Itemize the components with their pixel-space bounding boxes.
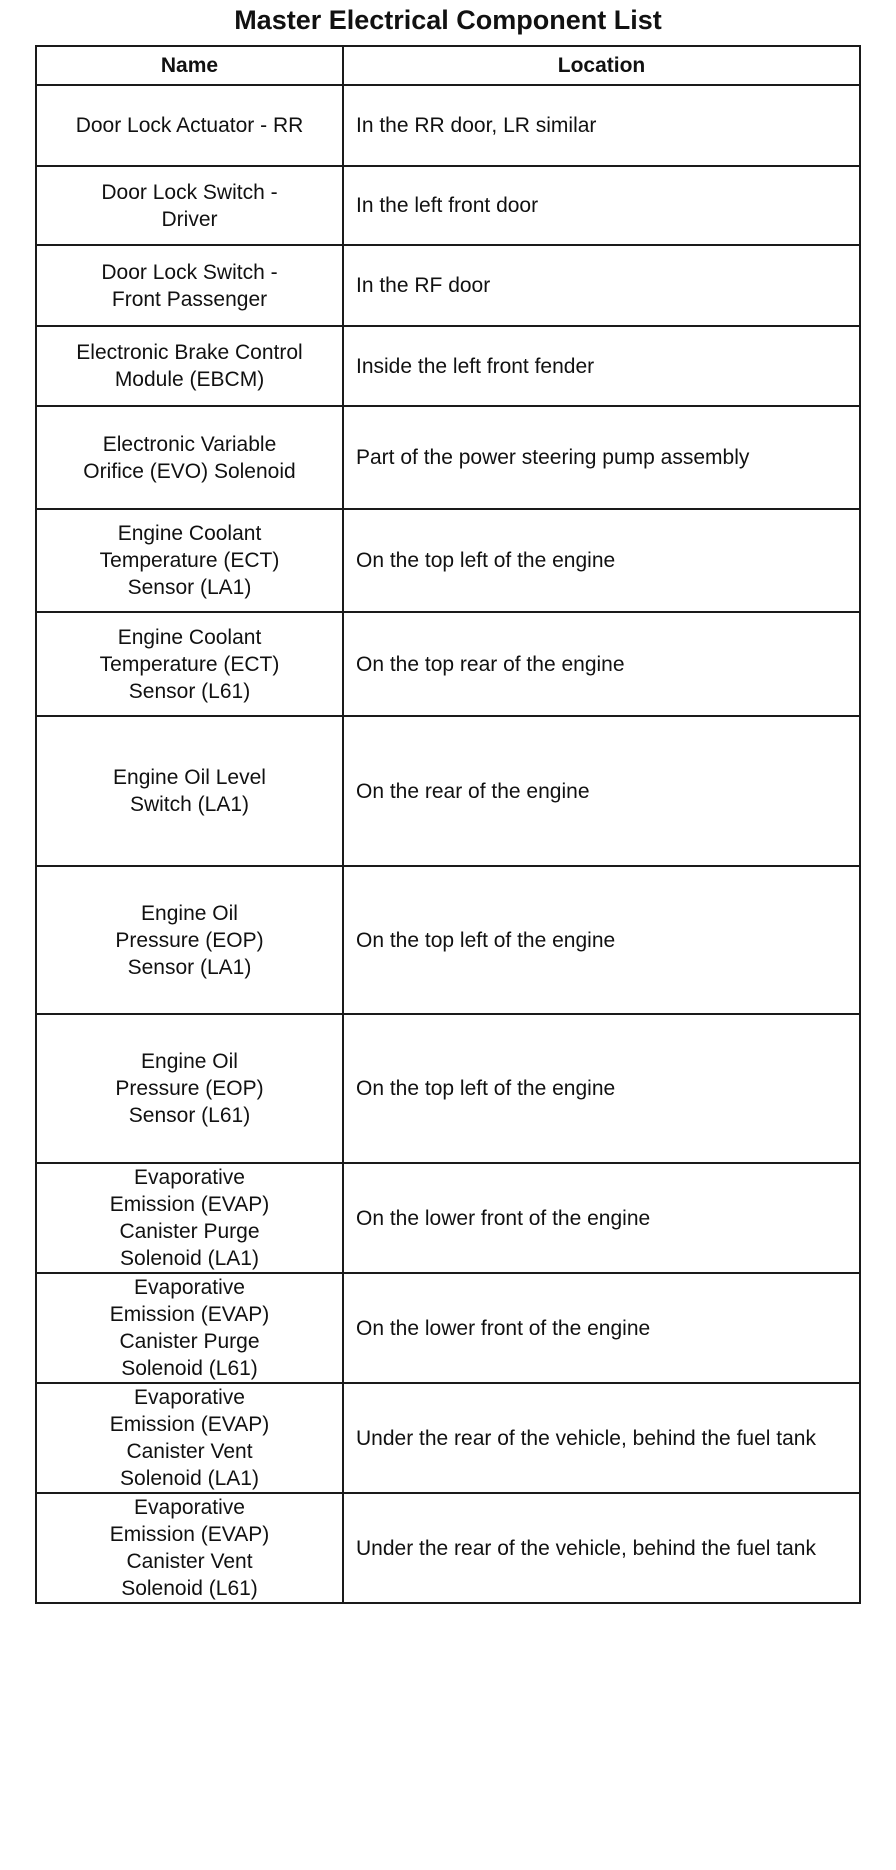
table-row [36, 716, 860, 866]
table-row [36, 1493, 860, 1603]
component-location: On the rear of the engine [343, 716, 860, 866]
table-row [36, 245, 860, 326]
component-name: Engine Oil Pressure (EOP) Sensor (LA1) [36, 866, 343, 1014]
component-name: Evaporative Emission (EVAP) Canister Purge Solenoid (L61) [36, 1273, 343, 1383]
table-row [36, 509, 860, 612]
table-row [36, 1163, 860, 1273]
component-name: Evaporative Emission (EVAP) Canister Purge Solenoid (LA1) [36, 1163, 343, 1273]
component-location: On the lower front of the engine [343, 1163, 860, 1273]
component-name: Engine Oil Pressure (EOP) Sensor (L61) [36, 1014, 343, 1163]
column-header-location: Location [343, 46, 860, 85]
page-title: Master Electrical Component List [234, 5, 662, 35]
component-name: Engine Oil Level Switch (LA1) [36, 716, 343, 866]
component-table [35, 45, 861, 1604]
table-row [36, 406, 860, 509]
component-name: Door Lock Switch - Driver [36, 166, 343, 245]
component-location: On the top left of the engine [343, 1014, 860, 1163]
component-name: Engine Coolant Temperature (ECT) Sensor (L61) [36, 612, 343, 716]
component-name: Electronic Variable Orifice (EVO) Solenoid [36, 406, 343, 509]
component-location: On the top left of the engine [343, 509, 860, 612]
component-location: Under the rear of the vehicle, behind the fuel tank [343, 1493, 860, 1603]
table-row [36, 166, 860, 245]
column-header-name: Name [36, 46, 343, 85]
component-location: Part of the power steering pump assembly [343, 406, 860, 509]
component-location: In the RF door [343, 245, 860, 326]
component-location: On the top rear of the engine [343, 612, 860, 716]
table-row [36, 1273, 860, 1383]
component-location: In the RR door, LR similar [343, 85, 860, 166]
table-row [36, 85, 860, 166]
component-name: Door Lock Actuator - RR [36, 85, 343, 166]
table-header-row [36, 46, 860, 85]
component-location: Inside the left front fender [343, 326, 860, 406]
component-location: On the top left of the engine [343, 866, 860, 1014]
table-row [36, 1014, 860, 1163]
component-name: Electronic Brake Control Module (EBCM) [36, 326, 343, 406]
component-name: Evaporative Emission (EVAP) Canister Vent Solenoid (L61) [36, 1493, 343, 1603]
table-row [36, 326, 860, 406]
component-name: Door Lock Switch - Front Passenger [36, 245, 343, 326]
table-row [36, 866, 860, 1014]
component-location: Under the rear of the vehicle, behind the fuel tank [343, 1383, 860, 1493]
component-location: On the lower front of the engine [343, 1273, 860, 1383]
table-row [36, 1383, 860, 1493]
table-row [36, 612, 860, 716]
component-name: Evaporative Emission (EVAP) Canister Vent Solenoid (LA1) [36, 1383, 343, 1493]
component-name: Engine Coolant Temperature (ECT) Sensor (LA1) [36, 509, 343, 612]
component-location: In the left front door [343, 166, 860, 245]
